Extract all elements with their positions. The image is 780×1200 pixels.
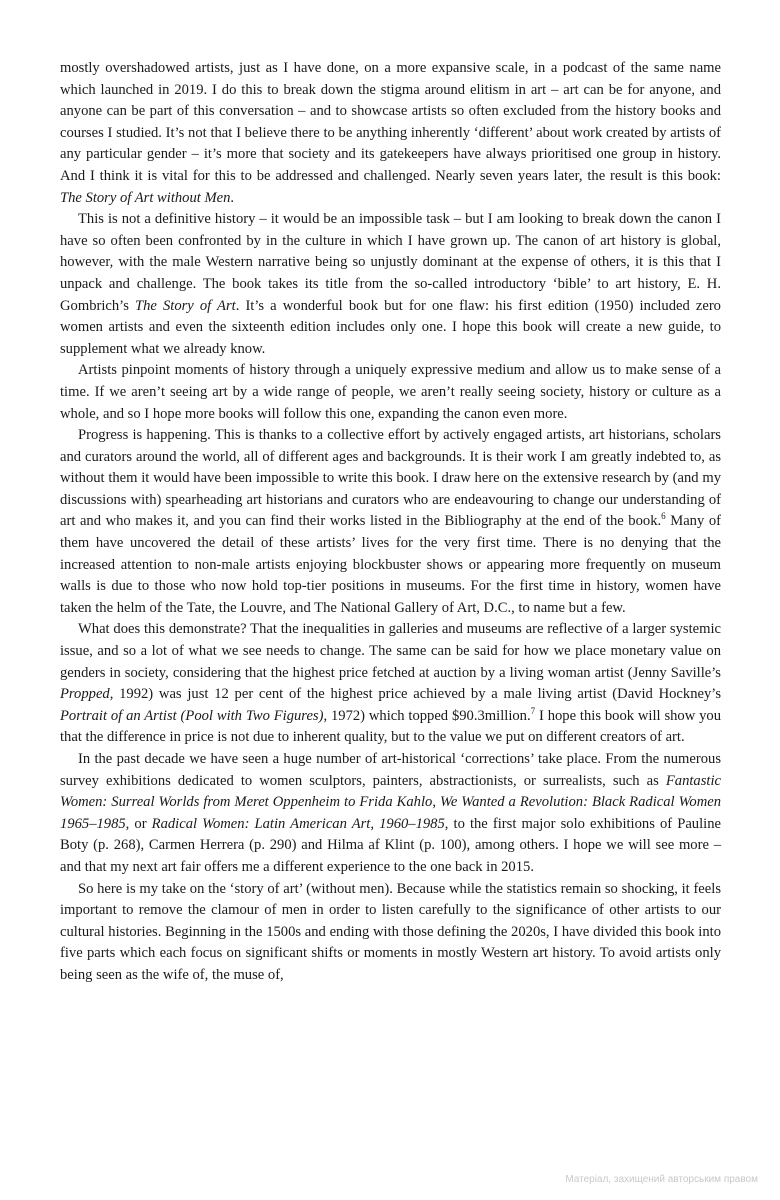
text-run: What does this demonstrate? That the inequalities in galleries and museums are reflective of a larger systemic issue, and so a lot of what we see needs to change. The same can be said for how we place monetary value on genders in society, considering that the highest price fetched at auction by a living woman artist (Jenny Saville’s [60,621,721,681]
text-run: , 1992) was just 12 per cent of the highest price achieved by a male living artist (David Hockney’s [109,686,721,703]
italic-title: We Wanted a Revolution: Black Radical Women 1965–1985 [60,794,722,832]
text-run: Progress is happening. This is thanks to a collective effort by actively engaged artists, art historians, scholars and curators around the world, all of different ages and backgrounds. It is their work I am greatly indebted to, as without them it would have been impossible to write this book. I draw here on the extensive research by (and my discussions with) spearheading art historians and curators who are endeavouring to change our understanding of art and who makes it, and you can find their works listed in the Bibliography at the end of the book. [60,427,721,530]
paragraph [60,425,721,619]
text-run: . [230,189,235,206]
footnote-ref: 6 [661,511,666,522]
text-run: , to the first major solo exhibitions of Pauline Boty (p. 268), Carmen Herrera (p. 290) and Hilma af Klint (p. 100), among others. I hope we will see more – and that my next art fair offers me a different experience to the one back in 2015. [60,815,721,875]
paragraph [60,619,721,749]
paragraph [60,749,721,879]
italic-title: Radical Women: Latin American Art, 1960–1985 [151,815,445,832]
paragraph [60,360,721,425]
text-run: , 1972) which topped $90.3million. [323,707,531,724]
text-run: So here is my take on the ‘story of art’ (without men). Because while the statistics remain so shocking, it feels important to remove the clamour of men in order to listen carefully to the significance of other artists to our cultural histories. Beginning in the 1500s and ending with those defining the 2020s, I have divided this book into five parts which each focus on significant shifts or moments in mostly Western art history. To avoid artists only being seen as the wife of, the muse of, [60,880,721,983]
text-run: This is not a definitive history – it would be an impossible task – but I am looking to break down the canon I have so often been confronted by in the culture in which I have grown up. The canon of art history is global, however, with the male Western narrative being so unjustly dominant at the expense of others, it is this that I unpack and challenge. The book takes its title from the so-called introductory ‘bible’ to art history, E. H. Gombrich’s [60,211,721,314]
text-run: Many of them have uncovered the detail of these artists’ lives for the very first time. There is no denying that the increased attention to non-male artists enjoying blockbuster shows or appearing more frequently on museum walls is due to those who now hold top-tier positions in museums. For the first time in history, women have taken the helm of the Tate, the Louvre, and The National Gallery of Art, D.C., to name but a few. [60,513,721,616]
text-run: , or [125,815,152,832]
text-run: , [432,794,440,811]
book-page-body [60,58,721,987]
italic-title: The Story of Art without Men [60,189,231,206]
text-run: . It’s a wonderful book but for one flaw: his first edition (1950) included zero women artists and even the sixteenth edition includes only one. I hope this book will create a new guide, to supplement what we already know. [60,297,721,357]
paragraph [60,209,721,360]
text-run: mostly overshadowed artists, just as I have done, on a more expansive scale, in a podcast of the same name which launched in 2019. I do this to break down the stigma around elitism in art – art can be for anyone, and anyone can be part of this conversation – and to showcase artists so often excluded from the history books and courses I studied. It’s not that I believe there to be anything inherently ‘different’ about work created by artists of any particular gender – it’s more that society and its gatekeepers have always prioritised one group in history. And I think it is vital for this to be addressed and challenged. Nearly seven years later, the result is this book: [60,60,721,184]
italic-title: The Story of Art [135,297,236,314]
text-run: I hope this book will show you that the difference in price is not due to inherent quality, but to the value we put on different creators of art. [60,707,722,746]
copyright-watermark: Матеріал, захищений авторським правом [565,1174,758,1185]
italic-title: Fantastic Women: Surreal Worlds from Meret Oppenheim to Frida Kahlo [60,772,721,811]
paragraph [60,879,721,987]
text-run: In the past decade we have seen a huge number of art-historical ‘corrections’ take place. From the numerous survey exhibitions dedicated to women sculptors, painters, abstractionists, or surrealists, such as [60,751,721,789]
italic-title: Portrait of an Artist (Pool with Two Figures) [60,707,324,724]
paragraph [60,58,721,209]
text-run: Artists pinpoint moments of history through a uniquely expressive medium and allow us to make sense of a time. If we aren’t seeing art by a wide range of people, we aren’t really seeing society, history or culture as a whole, and so I hope more books will follow this one, expanding the canon even more. [60,362,721,422]
italic-title: Propped [60,686,110,703]
footnote-ref: 7 [530,705,536,716]
